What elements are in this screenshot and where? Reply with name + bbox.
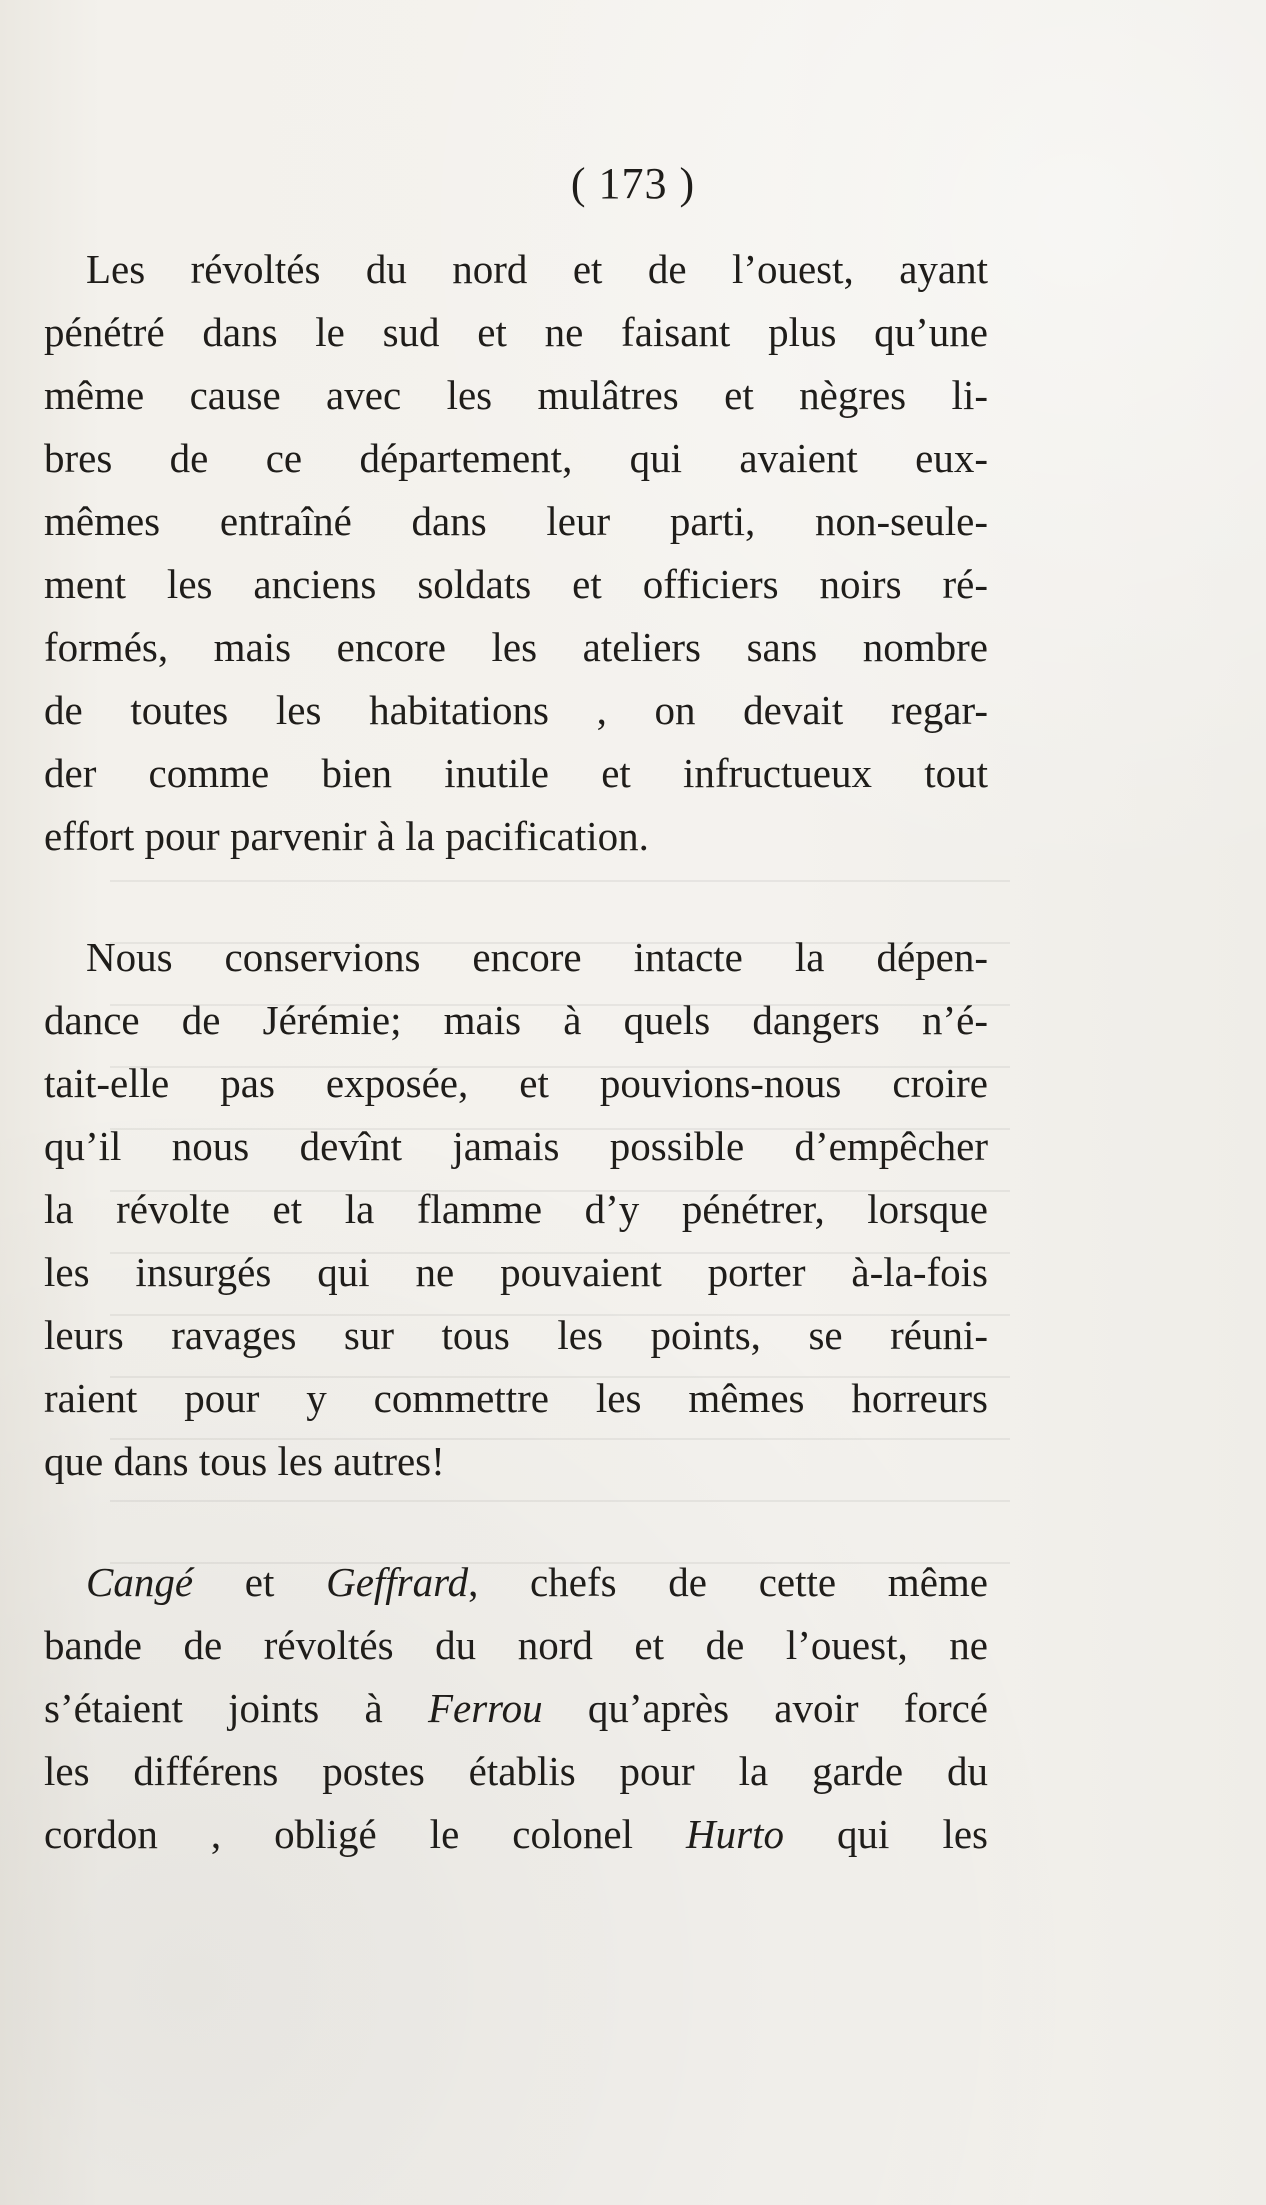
text-line: de toutes les habitations , on devait regar- <box>44 687 988 733</box>
text-line: la révolte et la flamme d’y pénétrer, lorsque <box>44 1186 988 1232</box>
text-line: tait-elle pas exposée, et pouvions-nous croire <box>44 1060 988 1106</box>
text-line <box>44 1677 988 1740</box>
text-fragment: qui les <box>783 1811 988 1857</box>
text-line: formés, mais encore les ateliers sans nombre <box>44 624 988 670</box>
text-line: dance de Jérémie; mais à quels dangers n’é- <box>44 997 988 1043</box>
text-fragment: et <box>193 1559 327 1605</box>
text-line <box>44 1803 988 1866</box>
text-line: pénétré dans le sud et ne faisant plus qu’une <box>44 309 988 355</box>
text-line: Les révoltés du nord et de l’ouest, ayant <box>86 246 988 292</box>
paragraph-3 <box>44 1551 988 1866</box>
text-line: effort pour parvenir à la pacification. <box>44 813 649 859</box>
page-text <box>44 238 988 1924</box>
text-line: qu’il nous devînt jamais possible d’empêcher <box>44 1123 988 1169</box>
text-fragment: cordon , obligé le colonel <box>44 1811 687 1857</box>
text-line: leurs ravages sur tous les points, se réuni- <box>44 1312 988 1358</box>
person-name: Ferrou <box>427 1685 543 1731</box>
text-fragment: s’étaient joints à <box>44 1685 428 1731</box>
text-line: der comme bien inutile et infructueux tout <box>44 750 988 796</box>
text-line: les insurgés qui ne pouvaient porter à-la-fois <box>44 1249 988 1295</box>
text-line: mêmes entraîné dans leur parti, non-seule- <box>44 498 988 544</box>
person-name: Hurto <box>686 1811 784 1857</box>
text-line: bres de ce département, qui avaient eux- <box>44 435 988 481</box>
paragraph-1 <box>44 238 988 868</box>
text-line: raient pour y commettre les mêmes horreurs <box>44 1375 988 1421</box>
text-line: les différens postes établis pour la garde du <box>44 1748 988 1794</box>
text-line: Nous conservions encore intacte la dépen- <box>86 934 988 980</box>
text-line: ment les anciens soldats et officiers noirs ré- <box>44 561 988 607</box>
text-fragment: qu’après avoir forcé <box>542 1685 989 1731</box>
text-line: que dans tous les autres! <box>44 1438 445 1484</box>
paragraph-2 <box>44 926 988 1493</box>
text-line <box>44 1551 988 1614</box>
text-line: bande de révoltés du nord et de l’ouest, ne <box>44 1622 988 1668</box>
text-fragment: , chefs de cette même <box>468 1559 988 1605</box>
page-number: ( 173 ) <box>570 159 696 208</box>
text-line: même cause avec les mulâtres et nègres li- <box>44 372 988 418</box>
person-name: Cangé <box>86 1559 194 1605</box>
person-name: Geffrard <box>326 1559 469 1605</box>
